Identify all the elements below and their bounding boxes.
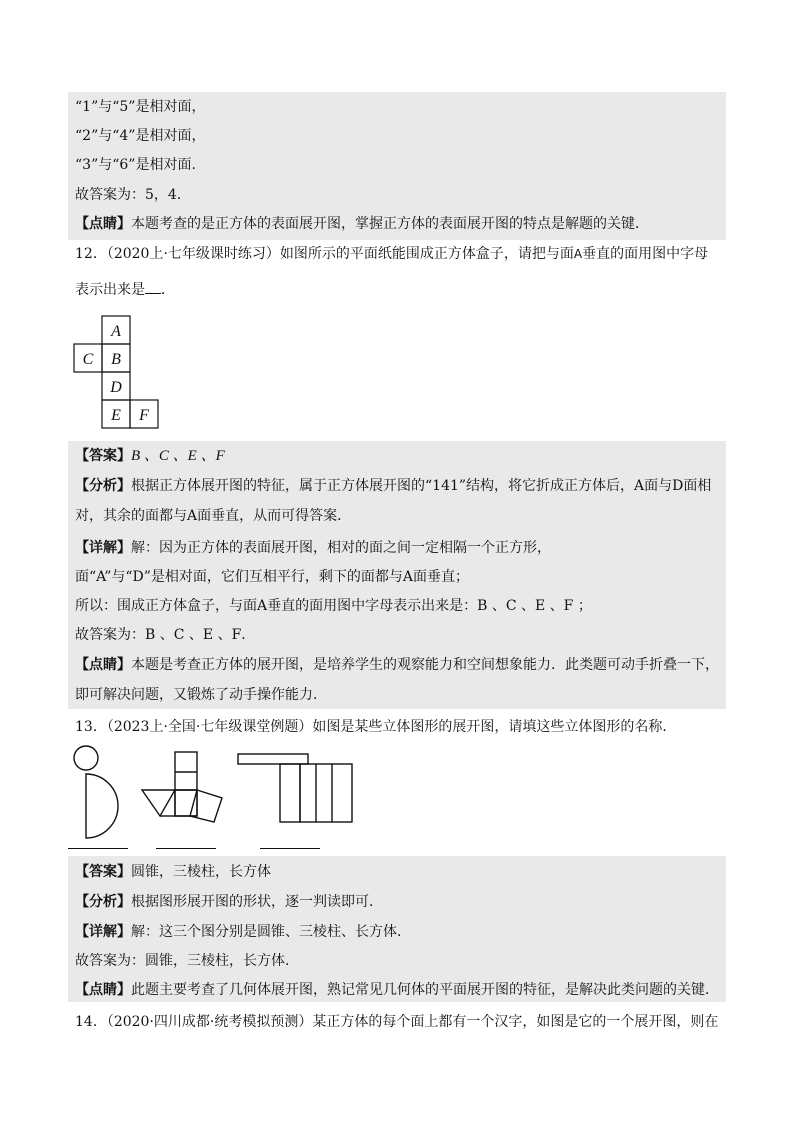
q13-comment: 【点睛】此题主要考查了几何体展开图，熟记常见几何体的平面展开图的特征，是解决此类问题的关键．	[75, 982, 719, 998]
prism-tilted-square	[190, 790, 222, 822]
q12-answer: 【答案】B 、C 、E 、F	[75, 448, 225, 464]
q12-answer-blank	[145, 279, 161, 294]
q13-blank-1[interactable]	[68, 848, 128, 849]
prev-solution-line-1: “1”与“5”是相对面，	[75, 99, 206, 115]
q13-stem: 13．（2023上·全国·七年级课堂例题）如图是某些立体图形的展开图，请填这些立体图形的名称．	[75, 719, 677, 735]
q13-blank-3[interactable]	[260, 848, 320, 849]
prev-solution-comment: 【点睛】本题考查的是正方体的表面展开图，掌握正方体的表面展开图的特点是解题的关键．	[75, 216, 649, 232]
q12-detail-line-4: 故答案为：B 、C 、E 、F．	[75, 627, 256, 643]
q13-answer: 【答案】圆锥，三棱柱，长方体	[75, 864, 271, 880]
cuboid-top-strip	[238, 754, 308, 764]
prev-solution-line-2: “2”与“4”是相对面，	[75, 128, 206, 144]
net-label-b: B	[111, 351, 121, 368]
prev-solution-line-3: “3”与“6”是相对面.	[75, 157, 196, 173]
prism-triangle-left	[142, 790, 175, 816]
q13-nets-figure	[60, 744, 360, 854]
q13-final-answer: 故答案为：圆锥，三棱柱，长方体．	[75, 953, 299, 969]
q12-detail-line-1: 【详解】解：因为正方体的表面展开图，相对的面之间一定相隔一个正方形，	[75, 540, 551, 556]
q13-analysis: 【分析】根据图形展开图的形状，逐一判读即可．	[75, 894, 383, 910]
q12-analysis-line-2: 对，其余的面都与A面垂直，从而可得答案．	[75, 508, 352, 524]
q12-detail-line-3: 所以：围成正方体盒子，与面A垂直的面用图中字母表示出来是：B 、C 、E 、F ；	[75, 598, 592, 614]
q12-comment-line-1: 【点睛】本题是考查正方体的展开图，是培养学生的观察能力和空间想象能力．此类题可动手折叠一下，	[75, 657, 719, 673]
cone-base-circle	[74, 746, 98, 770]
q14-stem: 14．（2020·四川成都·统考模拟预测）某正方体的每个面上都有一个汉字，如图是它的一个展开图，则在	[75, 1014, 719, 1030]
net-label-f: F	[139, 407, 149, 424]
q12-stem-line-1: 12．（2020上·七年级课时练习）如图所示的平面纸能围成正方体盒子，请把与面A垂直的面用图中字母	[75, 246, 709, 262]
q12-detail-line-2: 面“A”与“D”是相对面，它们互相平行，剩下的面都与A面垂直；	[75, 569, 470, 585]
q12-stem-line-2: 表示出来是 ．	[75, 279, 175, 300]
cone-lateral-sector	[86, 774, 118, 838]
prev-solution-answer: 故答案为：5，4．	[75, 187, 191, 203]
net-label-c: C	[82, 351, 94, 368]
q13-detail: 【详解】解：这三个图分别是圆锥、三棱柱、长方体．	[75, 924, 411, 940]
net-label-a: A	[111, 323, 121, 340]
q12-analysis-line-1: 【分析】根据正方体展开图的特征，属于正方体展开图的“141”结构，将它折成正方体后，A面与D面相	[75, 478, 712, 494]
q13-blank-2[interactable]	[156, 848, 216, 849]
q12-comment-line-2: 即可解决问题，又锻炼了动手操作能力．	[75, 687, 327, 703]
cuboid-center-column	[280, 764, 300, 822]
prism-rect-middle	[175, 752, 197, 816]
net-label-d: D	[110, 379, 122, 396]
q12-cube-net-figure	[74, 315, 160, 430]
net-label-e: E	[111, 407, 121, 424]
cuboid-side-faces	[300, 764, 352, 822]
